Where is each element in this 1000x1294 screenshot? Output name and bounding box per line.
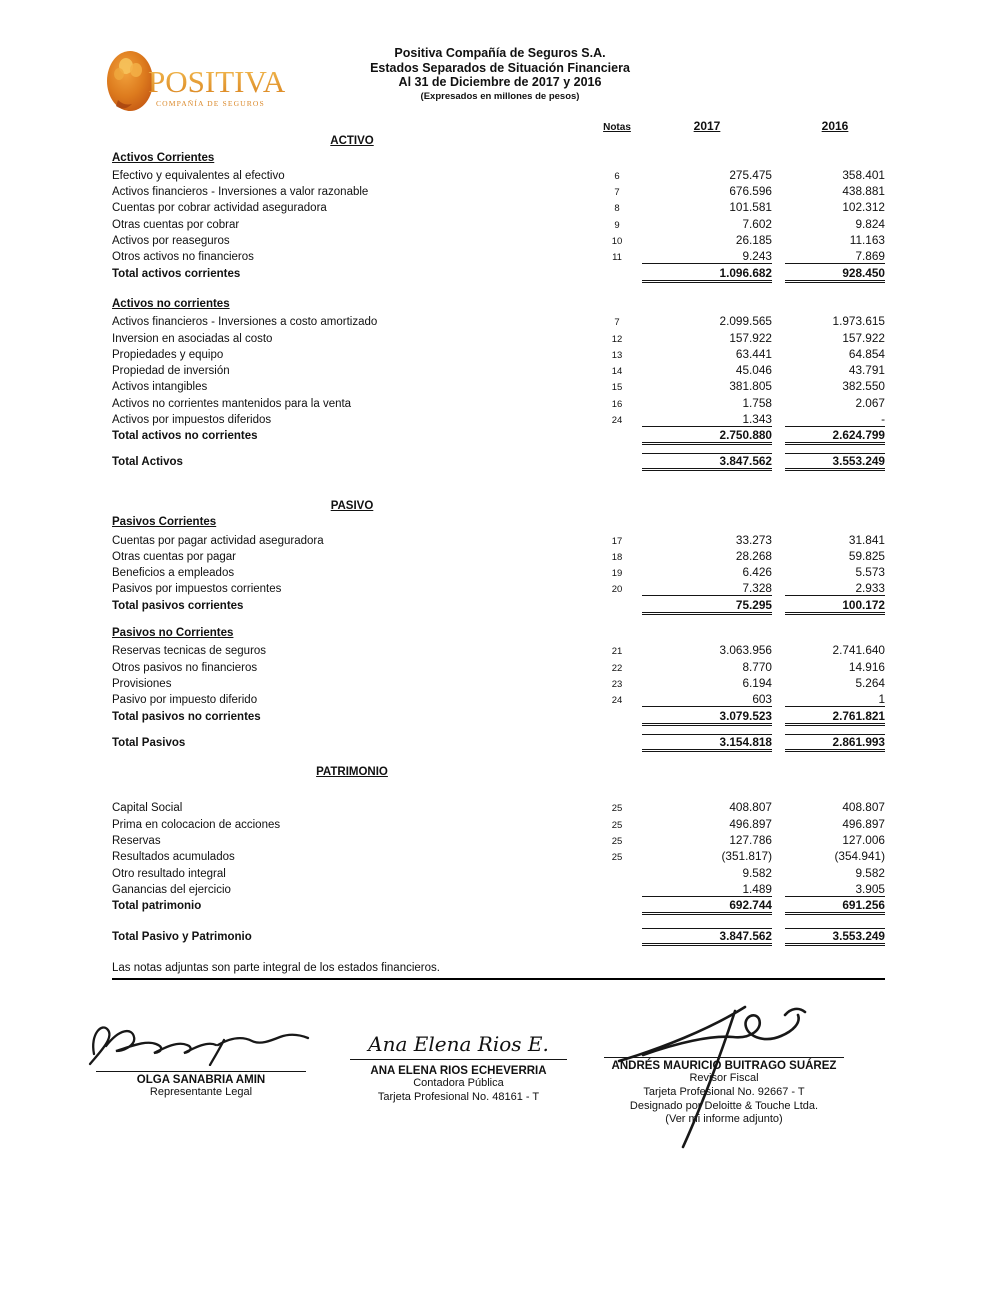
row-label: Ganancias del ejercicio xyxy=(112,883,231,896)
row-label: Propiedades y equipo xyxy=(112,348,224,361)
row-label: Capital Social xyxy=(112,802,183,815)
row-value-2017: 1.758 xyxy=(742,395,772,410)
row-value-2017: 8.770 xyxy=(742,659,772,674)
row-note: 12 xyxy=(611,333,623,345)
grand-total-row-activos xyxy=(112,453,885,469)
row-note: 18 xyxy=(611,551,623,563)
row-value-2017: 7.602 xyxy=(742,216,772,231)
row-value-2016: 11.163 xyxy=(849,233,885,248)
row-value-2016: 14.916 xyxy=(848,659,885,674)
row-value-2016: 2.761.821 xyxy=(785,709,885,726)
row-note: 25 xyxy=(611,803,623,815)
subsection-activos-corrientes: Activos Corrientes xyxy=(112,151,215,164)
row-note: 19 xyxy=(611,568,623,580)
row-label: Resultados acumulados xyxy=(112,851,235,864)
signer-license: Tarjeta Profesional No. 92667 - T xyxy=(643,1085,805,1098)
year-2017-column-header: 2017 xyxy=(693,119,721,133)
signer-name: ANDRÉS MAURICIO BUITRAGO SUÁREZ xyxy=(604,1057,844,1072)
row-value-2016: 496.897 xyxy=(842,816,885,831)
row-value-2017: 75.295 xyxy=(642,598,772,615)
signer-title: Representante Legal xyxy=(149,1086,253,1098)
row-value-2017: 6.426 xyxy=(742,565,772,580)
row-label: Reservas xyxy=(112,834,161,847)
row-label: Total Pasivos xyxy=(112,736,186,749)
row-value-2017: 3.154.818 xyxy=(642,734,772,752)
row-value-2017: 45.046 xyxy=(735,363,772,378)
table-row xyxy=(112,866,885,882)
signature-script: Ana Elena Rios E. xyxy=(350,1032,567,1060)
row-label: Activos intangibles xyxy=(112,381,208,394)
row-value-2016: 1 xyxy=(785,692,885,707)
row-value-2016: 2.933 xyxy=(785,581,885,596)
row-label: Pasivo por impuesto diferido xyxy=(112,694,258,707)
row-value-2016: 2.741.640 xyxy=(832,643,885,658)
row-value-2017: 33.273 xyxy=(735,532,772,547)
row-value-2016: 59.825 xyxy=(848,548,885,563)
table-row xyxy=(112,184,885,200)
row-value-2017: 7.328 xyxy=(642,581,772,596)
table-row xyxy=(112,549,885,565)
table-row xyxy=(112,643,885,659)
row-label: Activos financieros - Inversiones a costo amortizado xyxy=(112,316,378,329)
grand-total-row-pasivo-patrimonio xyxy=(112,928,885,944)
table-row xyxy=(112,676,885,692)
section-title-pasivo: PASIVO xyxy=(330,499,374,512)
row-value-2017: 3.079.523 xyxy=(642,709,772,726)
row-value-2017: 381.805 xyxy=(729,379,772,394)
row-value-2016: 382.550 xyxy=(842,379,885,394)
row-label: Total pasivos corrientes xyxy=(112,599,244,612)
statement-period: Al 31 de Diciembre de 2017 y 2016 xyxy=(398,75,602,89)
row-value-2017: 157.922 xyxy=(729,330,772,345)
table-row xyxy=(112,233,885,249)
table-row xyxy=(112,660,885,676)
row-value-2017: 676.596 xyxy=(729,184,772,199)
row-value-2017: 692.744 xyxy=(642,898,772,915)
row-label: Total pasivos no corrientes xyxy=(112,710,261,723)
row-note: 25 xyxy=(611,835,623,847)
row-note: 24 xyxy=(611,695,623,707)
subtotal-row xyxy=(112,598,885,614)
row-value-2016: 102.312 xyxy=(842,200,885,215)
table-row xyxy=(112,412,885,428)
row-note: 16 xyxy=(611,398,623,410)
row-value-2016: 5.573 xyxy=(855,565,885,580)
row-value-2016: 3.905 xyxy=(785,882,885,897)
row-label: Propiedad de inversión xyxy=(112,365,230,378)
row-value-2016: 691.256 xyxy=(785,898,885,915)
row-note: 10 xyxy=(611,236,623,248)
row-value-2016: 64.854 xyxy=(848,346,885,361)
table-row xyxy=(112,800,885,816)
row-value-2016: 7.869 xyxy=(785,249,885,264)
signer-firm: Designado por Deloitte & Touche Ltda. xyxy=(629,1099,819,1112)
signer-title: Revisor Fiscal xyxy=(689,1072,759,1084)
logo-wordmark: POSITIVA xyxy=(148,64,286,99)
row-label: Prima en colocacion de acciones xyxy=(112,818,281,831)
table-row xyxy=(112,882,885,898)
row-label: Otras cuentas por cobrar xyxy=(112,218,240,231)
table-row xyxy=(112,849,885,865)
row-note: 17 xyxy=(611,535,623,547)
row-value-2017: 603 xyxy=(642,692,772,707)
row-label: Total patrimonio xyxy=(112,900,202,913)
row-label: Beneficios a empleados xyxy=(112,567,235,580)
row-value-2017: 3.847.562 xyxy=(642,453,772,471)
table-row xyxy=(112,363,885,379)
row-value-2017: 496.897 xyxy=(729,816,772,831)
row-value-2016: - xyxy=(785,412,885,427)
row-value-2016: 157.922 xyxy=(842,330,885,345)
subsection-activos-no-corrientes: Activos no corrientes xyxy=(112,297,230,310)
balance-sheet-table xyxy=(112,119,885,945)
row-note: 8 xyxy=(614,203,620,215)
row-label: Activos por reaseguros xyxy=(112,235,230,248)
subtotal-row xyxy=(112,428,885,444)
row-value-2017: 1.096.682 xyxy=(642,266,772,283)
row-value-2017: 26.185 xyxy=(735,233,772,248)
table-row xyxy=(112,331,885,347)
statement-title: Estados Separados de Situación Financiera xyxy=(370,60,630,75)
row-value-2017: 101.581 xyxy=(729,200,772,215)
company-name: Positiva Compañía de Seguros S.A. xyxy=(394,46,606,60)
row-label: Efectivo y equivalentes al efectivo xyxy=(112,169,285,182)
row-value-2017: 127.786 xyxy=(729,832,772,847)
row-value-2016: 3.553.249 xyxy=(785,453,885,471)
row-note: 20 xyxy=(611,584,623,596)
row-value-2016: 127.006 xyxy=(842,832,885,847)
row-note: 11 xyxy=(612,252,622,264)
row-value-2017: 1.489 xyxy=(642,882,772,897)
signer-note: (Ver mi informe adjunto) xyxy=(665,1113,783,1126)
row-label: Provisiones xyxy=(112,677,172,690)
row-label: Activos por impuestos diferidos xyxy=(112,414,272,427)
row-label: Otro resultado integral xyxy=(112,867,226,880)
row-label: Inversion en asociadas al costo xyxy=(112,332,273,345)
row-note: 25 xyxy=(611,852,623,864)
column-header-row xyxy=(112,119,885,135)
row-value-2017: 275.475 xyxy=(729,167,772,182)
grand-total-row-pasivos xyxy=(112,734,885,750)
table-row xyxy=(112,692,885,708)
row-value-2016: 100.172 xyxy=(785,598,885,615)
row-value-2016: 1.973.615 xyxy=(832,314,885,329)
row-value-2016: 31.841 xyxy=(848,532,885,547)
row-label: Pasivos por impuestos corrientes xyxy=(112,583,282,596)
signature-block-contadora xyxy=(346,1032,571,1105)
table-row xyxy=(112,379,885,395)
table-row xyxy=(112,817,885,833)
subtotal-row xyxy=(112,709,885,725)
row-note: 6 xyxy=(614,170,620,182)
row-note: 15 xyxy=(611,382,623,394)
row-note: 22 xyxy=(611,662,623,674)
row-note: 9 xyxy=(614,219,620,231)
row-value-2016: 928.450 xyxy=(785,266,885,283)
row-value-2017: 1.343 xyxy=(642,412,772,427)
row-label: Total Activos xyxy=(112,455,183,468)
row-label: Cuentas por cobrar actividad aseguradora xyxy=(112,202,327,215)
row-value-2016: 5.264 xyxy=(855,675,885,690)
row-value-2017: 408.807 xyxy=(729,800,772,815)
row-label: Reservas tecnicas de seguros xyxy=(112,645,267,658)
table-row xyxy=(112,581,885,597)
row-note: 21 xyxy=(611,646,623,658)
row-note: 7 xyxy=(614,317,620,329)
signature-block-revisor-fiscal xyxy=(590,1057,858,1127)
row-value-2017: 9.243 xyxy=(642,249,772,264)
row-value-2016: 408.807 xyxy=(842,800,885,815)
row-label: Total Pasivo y Patrimonio xyxy=(112,931,252,944)
statement-units: (Expresados en millones de pesos) xyxy=(420,90,580,102)
notes-column-header: Notas xyxy=(603,122,631,133)
row-value-2016: 2.624.799 xyxy=(785,428,885,445)
row-note: 7 xyxy=(614,187,620,199)
row-value-2017: 2.099.565 xyxy=(719,314,772,329)
row-value-2017: 3.063.956 xyxy=(719,643,772,658)
row-label: Cuentas por pagar actividad aseguradora xyxy=(112,534,324,547)
signature-block-representante-legal xyxy=(82,1018,320,1100)
document-header xyxy=(0,46,1000,104)
row-value-2016: 3.553.249 xyxy=(785,928,885,946)
table-row xyxy=(112,533,885,549)
table-row xyxy=(112,249,885,265)
row-label: Otras cuentas por pagar xyxy=(112,550,237,563)
row-value-2016: 2.067 xyxy=(855,395,885,410)
table-row xyxy=(112,217,885,233)
row-value-2016: 9.824 xyxy=(855,216,885,231)
subsection-pasivos-corrientes: Pasivos Corrientes xyxy=(112,516,217,529)
row-value-2017: (351.817) xyxy=(721,849,772,864)
signer-name: ANA ELENA RIOS ECHEVERRIA xyxy=(370,1065,547,1077)
row-value-2017: 6.194 xyxy=(742,675,772,690)
section-title-activo: ACTIVO xyxy=(330,135,374,148)
signer-name: OLGA SANABRIA AMIN xyxy=(96,1071,306,1086)
row-label: Otros pasivos no financieros xyxy=(112,661,258,674)
row-value-2017: 28.268 xyxy=(735,548,772,563)
row-label: Total activos corrientes xyxy=(112,267,241,280)
table-row xyxy=(112,314,885,330)
row-note: 23 xyxy=(611,678,623,690)
row-value-2017: 9.582 xyxy=(742,865,772,880)
row-label: Total activos no corrientes xyxy=(112,430,258,443)
signer-license: Tarjeta Profesional No. 48161 - T xyxy=(377,1090,540,1103)
section-title-patrimonio: PATRIMONIO xyxy=(316,766,388,779)
table-row xyxy=(112,347,885,363)
table-row xyxy=(112,168,885,184)
signature-scrawl-icon xyxy=(82,1018,320,1066)
year-2016-column-header: 2016 xyxy=(821,119,849,133)
subtotal-row xyxy=(112,266,885,282)
row-label: Activos no corrientes mantenidos para la venta xyxy=(112,397,352,410)
row-note: 25 xyxy=(611,819,623,831)
row-note: 13 xyxy=(611,349,623,361)
table-row xyxy=(112,396,885,412)
row-value-2016: 2.861.993 xyxy=(785,734,885,752)
row-value-2016: 43.791 xyxy=(848,363,885,378)
table-row xyxy=(112,833,885,849)
subtotal-row xyxy=(112,898,885,914)
footnote: Las notas adjuntas son parte integral de los estados financieros. xyxy=(112,962,885,980)
row-value-2016: 9.582 xyxy=(855,865,885,880)
signer-title: Contadora Pública xyxy=(413,1077,504,1089)
row-value-2016: (354.941) xyxy=(834,849,885,864)
row-note: 24 xyxy=(611,415,623,427)
row-label: Activos financieros - Inversiones a valor razonable xyxy=(112,186,369,199)
row-value-2017: 3.847.562 xyxy=(642,928,772,946)
logo-tagline: COMPAÑÍA DE SEGUROS xyxy=(156,99,265,108)
row-note: 14 xyxy=(611,366,623,378)
row-label: Otros activos no financieros xyxy=(112,251,254,264)
table-row xyxy=(112,565,885,581)
row-value-2016: 438.881 xyxy=(842,184,885,199)
subsection-pasivos-no-corrientes: Pasivos no Corrientes xyxy=(112,627,234,640)
table-row xyxy=(112,200,885,216)
row-value-2017: 63.441 xyxy=(735,346,772,361)
row-value-2016: 358.401 xyxy=(842,167,885,182)
row-value-2017: 2.750.880 xyxy=(642,428,772,445)
